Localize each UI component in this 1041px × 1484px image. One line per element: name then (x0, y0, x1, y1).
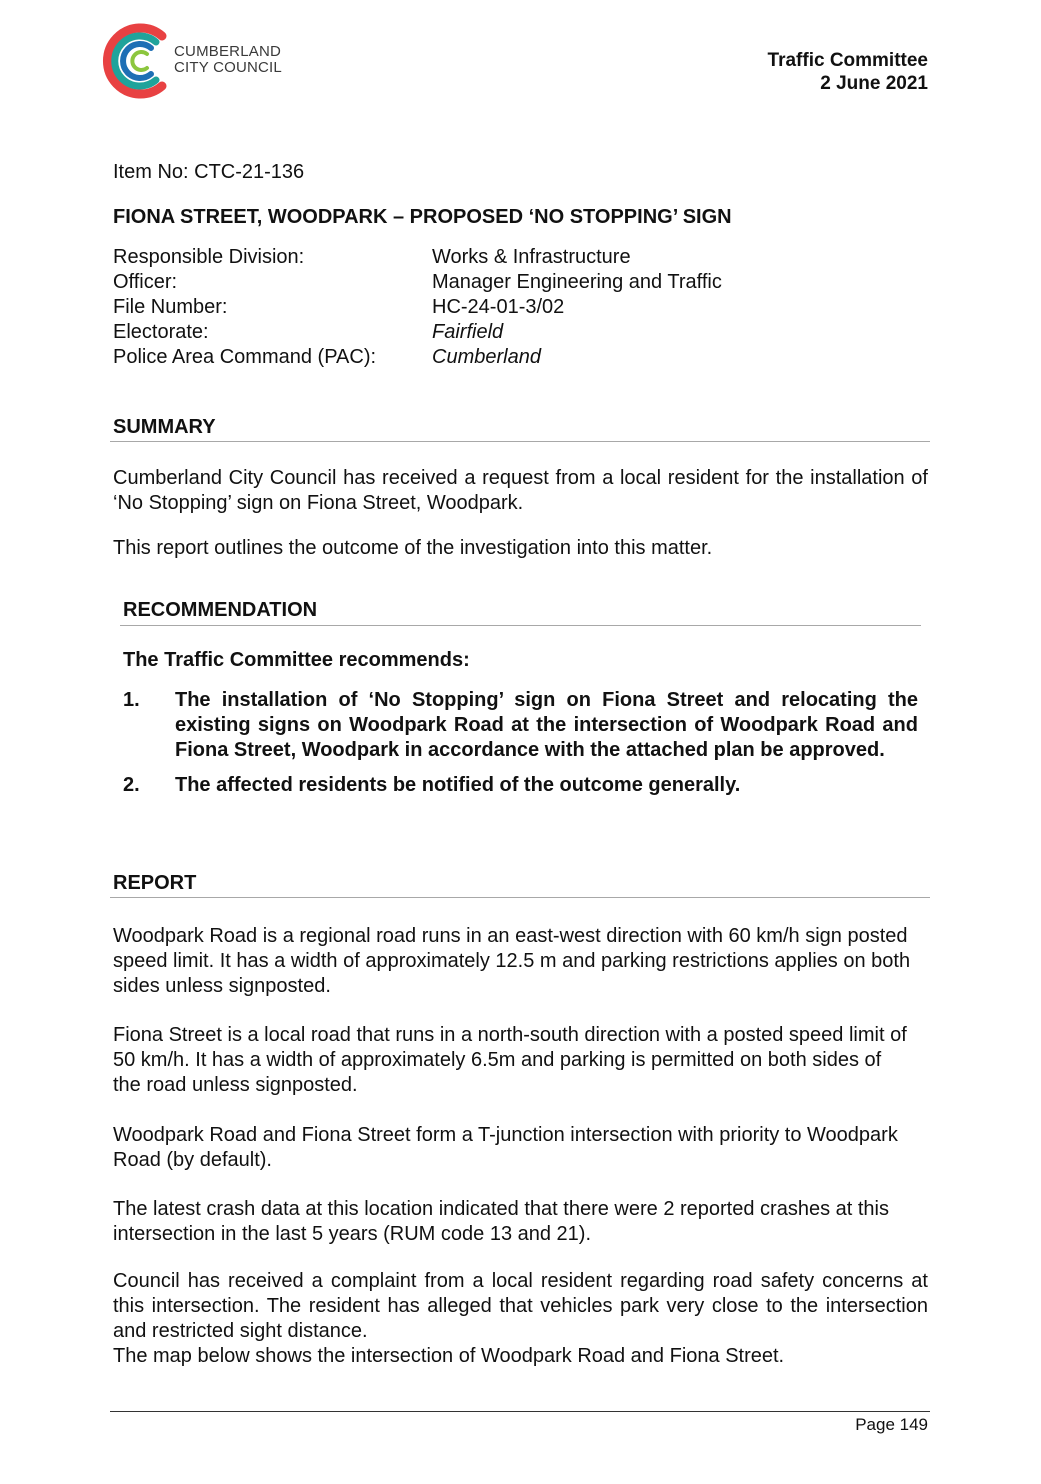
meta-row (113, 245, 722, 270)
meta-label: File Number: (113, 296, 228, 318)
item-number: Item No: CTC-21-136 (113, 161, 305, 183)
recommendation-divider (120, 625, 921, 626)
report-paragraph-3: Woodpark Road and Fiona Street form a T-junction intersection with priority to Woodpark Road (by default). (113, 1124, 898, 1171)
report-paragraph-5: Council has received a complaint from a local resident regarding road safety concerns at this intersection. The resident has alleged that vehicles park very close to the intersection and restricted sight distance. (113, 1270, 928, 1342)
recommendation-text: The installation of ‘No Stopping’ sign on Fiona Street and relocating the existing signs on Woodpark Road at the intersection of Woodpark Road and Fiona Street, Woodpark in accordance with the attached plan be approved. (175, 689, 918, 761)
meta-row (113, 345, 722, 370)
meta-row (113, 295, 722, 320)
summary-paragraph-1: Cumberland City Council has received a request from a local resident for the installation of ‘No Stopping’ sign on Fiona Street, Woodpark. (113, 467, 928, 514)
meeting-date: 2 June 2021 (820, 73, 928, 94)
report-title: FIONA STREET, WOODPARK – PROPOSED ‘NO STOPPING’ SIGN (113, 206, 732, 228)
recommendation-list (123, 688, 918, 808)
meta-label: Police Area Command (PAC): (113, 346, 377, 368)
logo-line-2: CITY COUNCIL (174, 59, 282, 76)
logo-wordmark (174, 44, 282, 76)
recommendation-item (123, 773, 918, 798)
report-paragraph-4: The latest crash data at this location indicated that there were 2 reported crashes at this intersection in the last 5 years (RUM code 13 and 21). (113, 1198, 889, 1245)
meta-value: Manager Engineering and Traffic (432, 271, 722, 293)
meta-row (113, 320, 722, 345)
meta-value: HC-24-01-3/02 (432, 296, 565, 318)
summary-heading: SUMMARY (113, 416, 216, 438)
recommendation-intro: The Traffic Committee recommends: (123, 649, 470, 671)
recommendation-number: 1. (123, 689, 140, 711)
meta-label: Electorate: (113, 321, 209, 343)
committee-name: Traffic Committee (767, 50, 928, 71)
council-logo (100, 20, 290, 100)
header-meta (768, 49, 928, 95)
report-paragraph-6: The map below shows the intersection of Woodpark Road and Fiona Street. (113, 1345, 785, 1367)
meta-value: Cumberland (432, 346, 541, 368)
meta-value: Fairfield (432, 321, 504, 343)
report-paragraph-2: Fiona Street is a local road that runs in a north-south direction with a posted speed limit of 50 km/h. It has a width of approximately 6.5m and parking is permitted on both sides of the road unless signposted. (113, 1024, 907, 1096)
meta-table (113, 245, 722, 370)
council-logo-icon (100, 20, 174, 100)
recommendation-heading: RECOMMENDATION (123, 599, 318, 621)
report-divider (110, 897, 930, 898)
recommendation-text: The affected residents be notified of the outcome generally. (175, 774, 741, 796)
page-number: Page 149 (855, 1415, 928, 1434)
report-paragraph-1: Woodpark Road is a regional road runs in an east-west direction with 60 km/h sign posted speed limit. It has a width of approximately 12.5 m and parking restrictions applies on both sides unless signposted. (113, 925, 911, 997)
logo-line-1: CUMBERLAND (174, 43, 282, 60)
recommendation-item (123, 688, 918, 763)
meta-label: Responsible Division: (113, 246, 305, 268)
report-heading: REPORT (113, 872, 197, 894)
meta-label: Officer: (113, 271, 178, 293)
meta-row (113, 270, 722, 295)
recommendation-number: 2. (123, 774, 140, 796)
footer-divider (110, 1411, 930, 1412)
summary-divider (110, 441, 930, 442)
meta-value: Works & Infrastructure (432, 246, 631, 268)
summary-paragraph-2: This report outlines the outcome of the investigation into this matter. (113, 537, 713, 559)
